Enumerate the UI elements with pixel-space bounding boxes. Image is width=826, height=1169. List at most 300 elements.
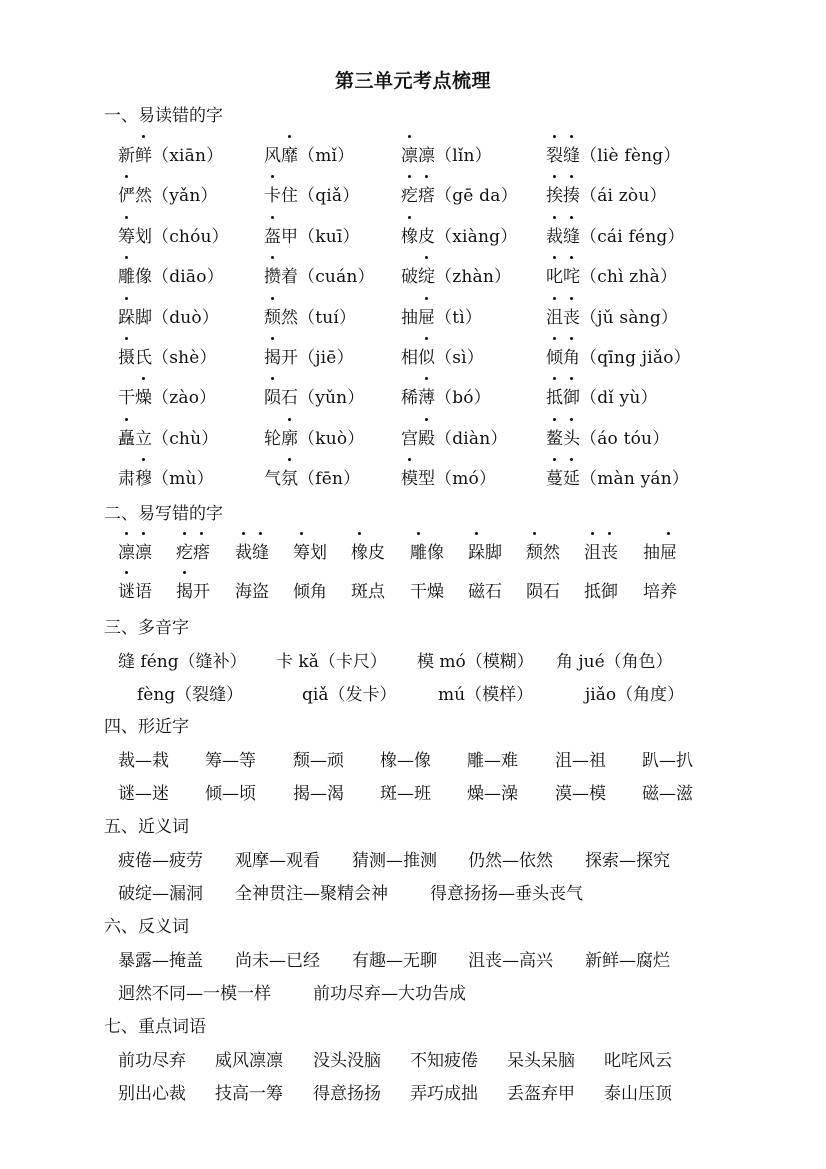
writing-word bbox=[643, 582, 677, 602]
reading-word bbox=[118, 348, 152, 368]
similar-chars-pair: 漠—模 bbox=[555, 784, 606, 804]
writing-word bbox=[293, 582, 327, 602]
char: 裁 bbox=[235, 538, 252, 563]
pinyin: （chóu） bbox=[152, 227, 229, 247]
reading-item bbox=[264, 303, 356, 328]
synonym-pair: 猜测—推测 bbox=[352, 851, 437, 871]
similar-chars-pair: 橡—像 bbox=[380, 751, 431, 771]
char: 抽 bbox=[401, 308, 418, 328]
pinyin: （yǎn） bbox=[152, 186, 218, 206]
reading-item bbox=[264, 222, 360, 247]
reading-word bbox=[264, 429, 298, 449]
polyphone-item: 卡 kǎ（卡尺） bbox=[276, 652, 387, 672]
reading-word bbox=[546, 308, 580, 328]
similar-chars-pair: 裁—栽 bbox=[118, 751, 169, 771]
char: 似 bbox=[418, 343, 435, 368]
char: 角 bbox=[563, 343, 580, 368]
reading-item bbox=[546, 303, 678, 328]
char: 丧 bbox=[563, 303, 580, 328]
writing-item bbox=[584, 577, 618, 602]
char: 凛 bbox=[118, 538, 135, 563]
pinyin: （kuò） bbox=[298, 429, 365, 449]
char: 开 bbox=[281, 348, 298, 368]
char: 瘩 bbox=[193, 538, 210, 563]
similar-chars-pair: 谜—迷 bbox=[118, 784, 169, 804]
reading-item bbox=[264, 383, 365, 408]
writing-word bbox=[584, 582, 618, 602]
reading-word bbox=[546, 267, 580, 287]
pinyin: （lǐn） bbox=[435, 146, 492, 166]
writing-item bbox=[643, 577, 677, 602]
synonym-pair: 探索—探究 bbox=[585, 851, 670, 871]
char: 型 bbox=[418, 469, 435, 489]
char: 裂 bbox=[546, 141, 563, 166]
char: 裁 bbox=[546, 222, 563, 247]
section-heading-miswritten: 二、易写错的字 bbox=[104, 504, 223, 524]
section-heading-misread: 一、易读错的字 bbox=[104, 106, 223, 126]
char: 抵 bbox=[546, 383, 563, 408]
char: 沮 bbox=[584, 538, 601, 563]
antonym-pair: 有趣—无聊 bbox=[352, 951, 437, 971]
page-title: 第三单元考点梳理 bbox=[334, 70, 491, 92]
char: 殿 bbox=[418, 424, 435, 449]
pinyin: （tuí） bbox=[298, 308, 357, 328]
reading-item bbox=[264, 141, 354, 166]
writing-word bbox=[176, 582, 210, 602]
polyphone-item: fèng（裂缝） bbox=[137, 685, 244, 705]
reading-word bbox=[401, 227, 435, 247]
char: 凛 bbox=[418, 146, 435, 166]
reading-word bbox=[118, 227, 152, 247]
char: 橡 bbox=[351, 538, 368, 563]
char: 陨 bbox=[526, 582, 543, 602]
reading-item bbox=[401, 424, 508, 449]
char: 跺 bbox=[468, 538, 485, 563]
char: 叱 bbox=[546, 262, 563, 287]
char: 揭 bbox=[176, 577, 193, 602]
reading-word bbox=[264, 267, 298, 287]
char: 谜 bbox=[118, 577, 135, 602]
char: 沮 bbox=[546, 303, 563, 328]
writing-word bbox=[526, 543, 560, 563]
char: 卡 bbox=[264, 181, 281, 206]
char: 宫 bbox=[401, 429, 418, 449]
char: 缝 bbox=[563, 222, 580, 247]
reading-item bbox=[118, 141, 223, 166]
char: 然 bbox=[543, 543, 560, 563]
char: 燥 bbox=[427, 582, 444, 602]
writing-item bbox=[176, 538, 210, 563]
reading-item bbox=[546, 424, 669, 449]
char: 屉 bbox=[660, 538, 677, 563]
char: 风 bbox=[264, 146, 281, 166]
char: 干 bbox=[410, 582, 427, 602]
writing-word bbox=[176, 543, 210, 563]
similar-chars-pair: 揭—渴 bbox=[293, 784, 344, 804]
section-heading-antonyms: 六、反义词 bbox=[104, 917, 189, 937]
char: 石 bbox=[281, 388, 298, 408]
char: 脚 bbox=[485, 543, 502, 563]
key-word: 弄巧成拙 bbox=[410, 1084, 478, 1104]
similar-chars-pair: 筹—等 bbox=[205, 751, 256, 771]
char: 住 bbox=[281, 186, 298, 206]
pinyin: （mǐ） bbox=[298, 146, 355, 166]
writing-word bbox=[410, 543, 444, 563]
char: 破 bbox=[401, 267, 418, 287]
char: 疙 bbox=[401, 181, 418, 206]
char: 海 bbox=[235, 582, 252, 602]
synonym-pair: 破绽—漏洞 bbox=[118, 884, 203, 904]
char: 攒 bbox=[264, 262, 281, 287]
synonym-pair: 全神贯注—聚精会神 bbox=[235, 884, 388, 904]
reading-word bbox=[264, 146, 298, 166]
char: 模 bbox=[401, 464, 418, 489]
similar-chars-pair: 磁—滋 bbox=[642, 784, 693, 804]
reading-item bbox=[401, 464, 496, 489]
char: 皮 bbox=[418, 227, 435, 247]
char: 靡 bbox=[281, 141, 298, 166]
reading-word bbox=[546, 227, 580, 247]
char: 筹 bbox=[118, 222, 135, 247]
writing-word bbox=[584, 543, 618, 563]
pinyin: （màn yán） bbox=[580, 469, 690, 489]
char: 划 bbox=[135, 227, 152, 247]
reading-item bbox=[546, 141, 681, 166]
char: 抵 bbox=[584, 582, 601, 602]
polyphone-item: 模 mó（模糊） bbox=[417, 652, 534, 672]
reading-item bbox=[264, 262, 375, 287]
reading-word bbox=[401, 308, 435, 328]
pinyin: （liè fèng） bbox=[580, 146, 681, 166]
antonym-pair: 沮丧—高兴 bbox=[468, 951, 553, 971]
polyphone-item: 缝 féng（缝补） bbox=[118, 652, 247, 672]
char: 养 bbox=[660, 582, 677, 602]
writing-item bbox=[351, 577, 385, 602]
pinyin: （duò） bbox=[152, 308, 220, 328]
char: 橡 bbox=[401, 222, 418, 247]
pinyin: （jiē） bbox=[298, 348, 354, 368]
pinyin: （bó） bbox=[435, 388, 491, 408]
pinyin: （shè） bbox=[152, 348, 217, 368]
polyphone-item: 角 jué（角色） bbox=[556, 652, 673, 672]
char: 斑 bbox=[351, 582, 368, 602]
pinyin: （diāo） bbox=[152, 267, 224, 287]
writing-word bbox=[293, 543, 327, 563]
writing-item bbox=[410, 577, 444, 602]
reading-item bbox=[401, 303, 482, 328]
pinyin: （mù） bbox=[152, 469, 214, 489]
reading-word bbox=[546, 388, 580, 408]
char: 跺 bbox=[118, 303, 135, 328]
pinyin: （yǔn） bbox=[298, 388, 365, 408]
char: 延 bbox=[563, 464, 580, 489]
reading-word bbox=[546, 429, 580, 449]
char: 筹 bbox=[293, 538, 310, 563]
char: 矗 bbox=[118, 424, 135, 449]
reading-item bbox=[118, 343, 217, 368]
char: 蔓 bbox=[546, 464, 563, 489]
synonym-pair: 观摩—观看 bbox=[235, 851, 320, 871]
char: 屉 bbox=[418, 303, 435, 328]
reading-word bbox=[264, 388, 298, 408]
char: 新 bbox=[118, 146, 135, 166]
similar-chars-pair: 沮—祖 bbox=[555, 751, 606, 771]
writing-item bbox=[643, 538, 677, 563]
polyphone-item: mú（模样） bbox=[438, 685, 534, 705]
reading-item bbox=[118, 222, 229, 247]
char: 廓 bbox=[281, 424, 298, 449]
reading-item bbox=[401, 181, 518, 206]
reading-item bbox=[401, 222, 517, 247]
pinyin: （dǐ yù） bbox=[580, 388, 658, 408]
char: 角 bbox=[310, 582, 327, 602]
writing-item bbox=[584, 538, 618, 563]
char: 俨 bbox=[118, 181, 135, 206]
char: 绽 bbox=[418, 262, 435, 287]
char: 石 bbox=[543, 582, 560, 602]
reading-word bbox=[401, 146, 435, 166]
char: 揭 bbox=[264, 343, 281, 368]
char: 点 bbox=[368, 582, 385, 602]
char: 盗 bbox=[252, 582, 269, 602]
pinyin: （xiàng） bbox=[435, 227, 518, 247]
reading-word bbox=[118, 429, 152, 449]
char: 摄 bbox=[118, 343, 135, 368]
key-word: 不知疲倦 bbox=[410, 1051, 478, 1071]
char: 气 bbox=[264, 469, 281, 489]
char: 揍 bbox=[563, 181, 580, 206]
pinyin: （fēn） bbox=[298, 469, 361, 489]
similar-chars-pair: 斑—班 bbox=[380, 784, 431, 804]
char: 穆 bbox=[135, 464, 152, 489]
reading-word bbox=[264, 469, 298, 489]
key-word: 叱咤风云 bbox=[604, 1051, 672, 1071]
reading-item bbox=[264, 464, 360, 489]
reading-item bbox=[546, 464, 689, 489]
char: 凛 bbox=[401, 141, 418, 166]
char: 缝 bbox=[252, 538, 269, 563]
reading-item bbox=[264, 181, 359, 206]
reading-word bbox=[401, 429, 435, 449]
reading-item bbox=[264, 424, 365, 449]
writing-item bbox=[410, 538, 444, 563]
writing-item bbox=[468, 577, 502, 602]
reading-word bbox=[264, 348, 298, 368]
pinyin: （áo tóu） bbox=[580, 429, 670, 449]
reading-item bbox=[401, 383, 491, 408]
char: 肃 bbox=[118, 469, 135, 489]
reading-word bbox=[264, 186, 298, 206]
char: 鳌 bbox=[546, 424, 563, 449]
char: 像 bbox=[135, 267, 152, 287]
reading-word bbox=[264, 308, 298, 328]
reading-word bbox=[118, 469, 152, 489]
reading-word bbox=[401, 388, 435, 408]
pinyin: （ái zòu） bbox=[580, 186, 667, 206]
writing-item bbox=[235, 577, 269, 602]
pinyin: （chù） bbox=[152, 429, 219, 449]
reading-item bbox=[546, 222, 685, 247]
writing-item bbox=[118, 538, 152, 563]
pinyin: （cái féng） bbox=[580, 227, 685, 247]
pinyin: （chì zhà） bbox=[580, 267, 678, 287]
char: 雕 bbox=[410, 538, 427, 563]
polyphone-item: jiǎo（角度） bbox=[585, 685, 685, 705]
char: 然 bbox=[135, 186, 152, 206]
char: 薄 bbox=[418, 383, 435, 408]
reading-item bbox=[264, 343, 354, 368]
key-word: 丢盔弃甲 bbox=[507, 1084, 575, 1104]
char: 陨 bbox=[264, 383, 281, 408]
reading-word bbox=[401, 348, 435, 368]
char: 抽 bbox=[643, 543, 660, 563]
antonym-pair: 迥然不同—一模一样 bbox=[118, 984, 271, 1004]
char: 燥 bbox=[135, 383, 152, 408]
char: 倾 bbox=[293, 582, 310, 602]
reading-item bbox=[118, 303, 219, 328]
reading-word bbox=[401, 469, 435, 489]
writing-item bbox=[235, 538, 269, 563]
char: 石 bbox=[485, 582, 502, 602]
char: 干 bbox=[118, 388, 135, 408]
pinyin: （cuán） bbox=[298, 267, 375, 287]
reading-item bbox=[118, 262, 224, 287]
char: 立 bbox=[135, 429, 152, 449]
char: 皮 bbox=[368, 543, 385, 563]
writing-item bbox=[293, 577, 327, 602]
writing-item bbox=[468, 538, 502, 563]
reading-item bbox=[546, 181, 667, 206]
reading-item bbox=[118, 424, 218, 449]
similar-chars-pair: 倾—顷 bbox=[205, 784, 256, 804]
similar-chars-pair: 燥—澡 bbox=[467, 784, 518, 804]
pinyin: （tì） bbox=[435, 308, 483, 328]
pinyin: （qiǎ） bbox=[298, 186, 360, 206]
writing-item bbox=[118, 577, 152, 602]
reading-item bbox=[546, 343, 691, 368]
reading-word bbox=[118, 186, 152, 206]
pinyin: （sì） bbox=[435, 348, 484, 368]
reading-word bbox=[118, 308, 152, 328]
char: 划 bbox=[310, 543, 327, 563]
synonym-pair: 疲倦—疲劳 bbox=[118, 851, 203, 871]
writing-item bbox=[526, 538, 560, 563]
char: 头 bbox=[563, 424, 580, 449]
antonym-pair: 暴露—掩盖 bbox=[118, 951, 203, 971]
reading-item bbox=[118, 181, 218, 206]
antonym-pair: 新鲜—腐烂 bbox=[585, 951, 670, 971]
char: 鲜 bbox=[135, 141, 152, 166]
similar-chars-pair: 雕—难 bbox=[467, 751, 518, 771]
writing-word bbox=[235, 543, 269, 563]
char: 培 bbox=[643, 582, 660, 602]
pinyin: （diàn） bbox=[435, 429, 508, 449]
char: 疙 bbox=[176, 538, 193, 563]
pinyin: （mó） bbox=[435, 469, 497, 489]
char: 颓 bbox=[264, 303, 281, 328]
char: 御 bbox=[563, 383, 580, 408]
writing-word bbox=[118, 582, 152, 602]
writing-word bbox=[351, 582, 385, 602]
pinyin: （jǔ sàng） bbox=[580, 308, 679, 328]
reading-word bbox=[118, 388, 152, 408]
reading-item bbox=[401, 141, 492, 166]
char: 咤 bbox=[563, 262, 580, 287]
char: 语 bbox=[135, 582, 152, 602]
char: 磁 bbox=[468, 582, 485, 602]
char: 丧 bbox=[601, 538, 618, 563]
char: 御 bbox=[601, 582, 618, 602]
writing-item bbox=[526, 577, 560, 602]
pinyin: （qīng jiǎo） bbox=[580, 348, 691, 368]
similar-chars-pair: 趴—扒 bbox=[642, 751, 693, 771]
polyphone-item: qiǎ（发卡） bbox=[302, 685, 397, 705]
key-word: 得意扬扬 bbox=[313, 1084, 381, 1104]
char: 氏 bbox=[135, 348, 152, 368]
char: 像 bbox=[427, 543, 444, 563]
section-heading-similar-chars: 四、形近字 bbox=[104, 717, 189, 737]
section-heading-synonyms: 五、近义词 bbox=[104, 817, 189, 837]
char: 凛 bbox=[135, 538, 152, 563]
reading-word bbox=[401, 186, 435, 206]
reading-word bbox=[118, 267, 152, 287]
reading-word bbox=[546, 146, 580, 166]
writing-item bbox=[293, 538, 327, 563]
char: 相 bbox=[401, 348, 418, 368]
key-word: 威风凛凛 bbox=[215, 1051, 283, 1071]
writing-item bbox=[351, 538, 385, 563]
antonym-pair: 前功尽弃—大功告成 bbox=[313, 984, 466, 1004]
char: 然 bbox=[281, 308, 298, 328]
writing-word bbox=[468, 582, 502, 602]
pinyin: （xiān） bbox=[152, 146, 224, 166]
writing-word bbox=[351, 543, 385, 563]
reading-item bbox=[546, 262, 677, 287]
char: 盔 bbox=[264, 222, 281, 247]
reading-word bbox=[546, 469, 580, 489]
char: 着 bbox=[281, 267, 298, 287]
key-word: 没头没脑 bbox=[313, 1051, 381, 1071]
reading-word bbox=[546, 348, 580, 368]
char: 脚 bbox=[135, 308, 152, 328]
key-word: 前功尽弃 bbox=[118, 1051, 186, 1071]
key-word: 别出心裁 bbox=[118, 1084, 186, 1104]
pinyin: （zhàn） bbox=[435, 267, 512, 287]
reading-word bbox=[401, 267, 435, 287]
reading-item bbox=[118, 464, 214, 489]
key-word: 泰山压顶 bbox=[604, 1084, 672, 1104]
char: 开 bbox=[193, 582, 210, 602]
antonym-pair: 尚未—已经 bbox=[235, 951, 320, 971]
char: 倾 bbox=[546, 343, 563, 368]
writing-word bbox=[410, 582, 444, 602]
section-heading-key-words: 七、重点词语 bbox=[104, 1017, 206, 1037]
writing-item bbox=[176, 577, 210, 602]
synonym-pair: 仍然—依然 bbox=[468, 851, 553, 871]
reading-word bbox=[546, 186, 580, 206]
section-heading-polyphones: 三、多音字 bbox=[104, 618, 189, 638]
writing-word bbox=[235, 582, 269, 602]
char: 轮 bbox=[264, 429, 281, 449]
char: 氛 bbox=[281, 464, 298, 489]
char: 挨 bbox=[546, 181, 563, 206]
pinyin: （gē da） bbox=[435, 186, 518, 206]
char: 稀 bbox=[401, 388, 418, 408]
writing-word bbox=[468, 543, 502, 563]
synonym-pair: 得意扬扬—垂头丧气 bbox=[430, 884, 583, 904]
reading-word bbox=[264, 227, 298, 247]
char: 雕 bbox=[118, 262, 135, 287]
